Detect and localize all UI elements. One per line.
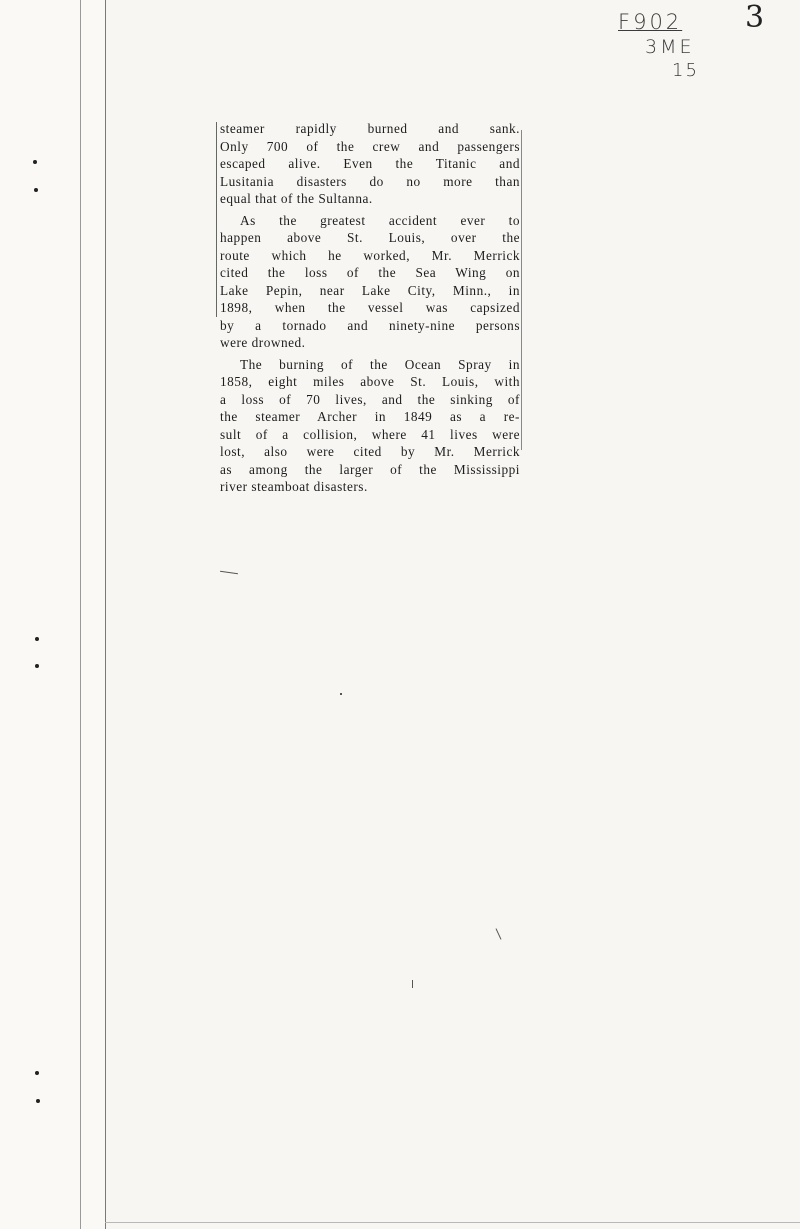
- text-line: lost, also were cited by Mr. Merrick: [220, 444, 520, 459]
- handwritten-note-line3: 15: [672, 60, 699, 81]
- text-line: steamer rapidly burned and sank.: [220, 121, 520, 136]
- handwritten-note-line1: F902: [618, 10, 683, 34]
- handwritten-note-line2: 3ME: [645, 36, 695, 58]
- text-line: as among the larger of the Mississippi: [220, 461, 520, 477]
- text-line: route which he worked, Mr. Merrick: [220, 247, 520, 263]
- margin-edge-line: [80, 0, 81, 1229]
- text-line: The burning of the Ocean Spray in: [240, 356, 520, 372]
- text-line: As the greatest accident ever to: [240, 212, 520, 228]
- text-line: sult of a collision, where 41 lives were: [220, 426, 520, 442]
- text-line: the steamer Archer in 1849 as a re-: [220, 409, 520, 424]
- margin-mark: [35, 637, 39, 641]
- text-line: Only 700 of the crew and passengers: [220, 138, 520, 154]
- text-line: escaped alive. Even the Titanic and: [220, 156, 520, 171]
- paragraph-1: [220, 120, 520, 208]
- margin-mark: [34, 188, 38, 192]
- text-line: Lusitania disasters do no more than: [220, 173, 520, 189]
- text-line: 1858, eight miles above St. Louis, with: [220, 374, 520, 389]
- paper-mark: [496, 928, 502, 939]
- text-line: by a tornado and ninety-nine persons: [220, 317, 520, 333]
- text-line: were drowned.: [220, 335, 306, 350]
- paper-mark: [340, 693, 342, 695]
- newspaper-clipping: [220, 120, 520, 500]
- margin-mark: [36, 1099, 40, 1103]
- left-margin-strip: [0, 0, 106, 1229]
- text-line: river steamboat disasters.: [220, 479, 368, 494]
- text-line: cited the loss of the Sea Wing on: [220, 265, 520, 280]
- page-bottom-edge: [105, 1222, 800, 1223]
- paper-mark: [412, 980, 413, 988]
- text-line: Lake Pepin, near Lake City, Minn., in: [220, 282, 520, 298]
- clipping-left-edge: [216, 122, 217, 317]
- text-line: 1898, when the vessel was capsized: [220, 300, 520, 315]
- paper-mark: [220, 571, 238, 574]
- margin-mark: [35, 664, 39, 668]
- text-line: happen above St. Louis, over the: [220, 230, 520, 245]
- clipping-right-edge: [521, 130, 522, 450]
- text-line: a loss of 70 lives, and the sinking of: [220, 391, 520, 407]
- page-number: 3: [745, 0, 765, 35]
- text-line: equal that of the Sultanna.: [220, 191, 373, 206]
- margin-mark: [33, 160, 37, 164]
- margin-mark: [35, 1071, 39, 1075]
- paragraph-3: [220, 356, 520, 496]
- paragraph-2: [220, 212, 520, 352]
